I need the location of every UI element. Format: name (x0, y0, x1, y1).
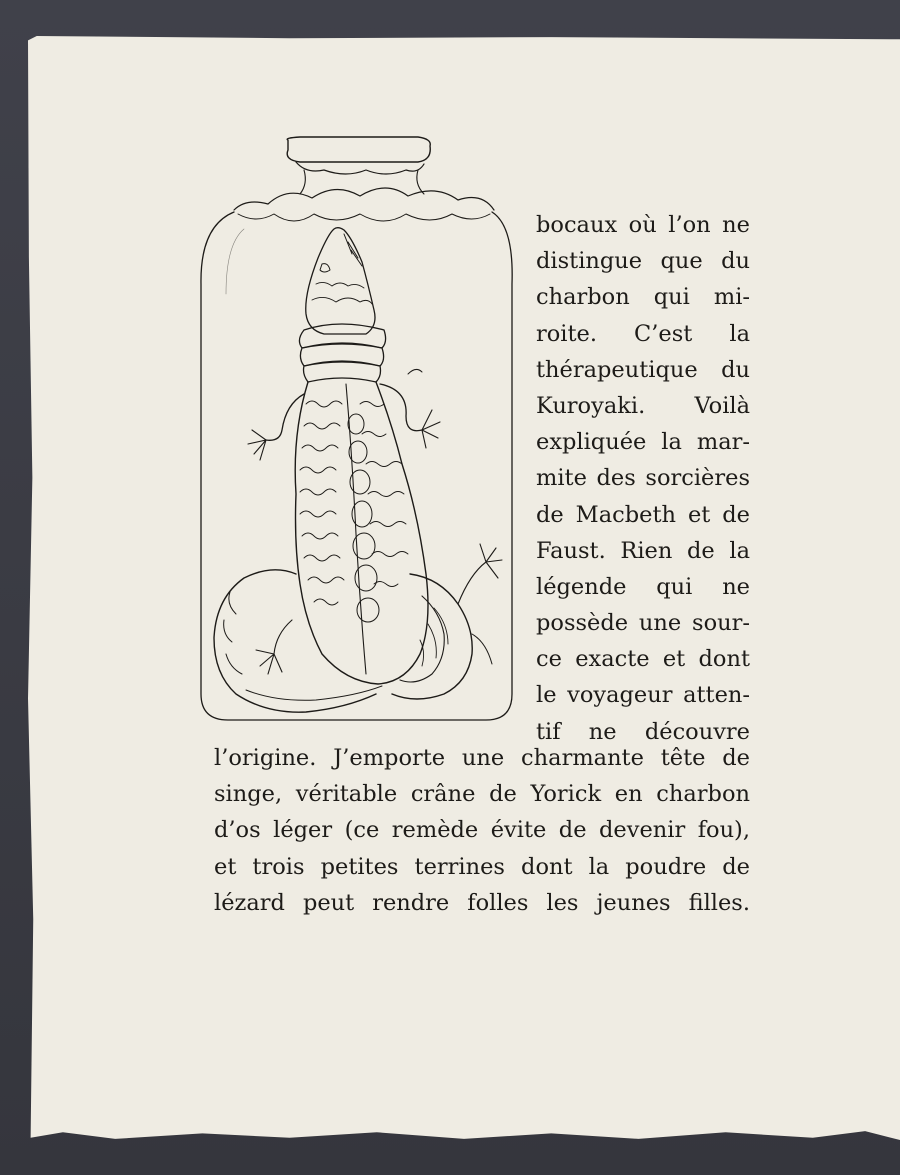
text-line: tif ne découvre (536, 718, 750, 745)
text-line: ce exacte et dont (536, 646, 750, 673)
text-line: le voyageur atten- (536, 682, 750, 709)
text-line: possède une sour- (536, 610, 750, 637)
text-line: roite. C’est la (536, 320, 750, 347)
text-line: distingue que du (536, 248, 750, 275)
text-line: d’os léger (ce remède évite de devenir fou), (214, 817, 750, 844)
text-line: lézard peut rendre folles les jeunes filles. (214, 889, 750, 916)
text-line: singe, véritable crâne de Yorick en charbon (214, 781, 750, 808)
text-line: bocaux où l’on ne (536, 212, 750, 238)
lizard-jar-illustration (196, 134, 518, 728)
text-line: charbon qui mi- (536, 284, 750, 311)
full-width-text (214, 740, 750, 921)
text-line: thérapeutique du (536, 356, 750, 383)
text-line: de Macbeth et de (536, 501, 750, 528)
text-line: légende qui ne (536, 573, 750, 600)
text-line: l’origine. J’emporte une charmante tête de (214, 745, 750, 771)
text-line: expliquée la mar- (536, 429, 750, 456)
text-line: Faust. Rien de la (536, 537, 750, 564)
right-column-text (536, 207, 750, 750)
text-line: et trois petites terrines dont la poudre de (214, 853, 750, 880)
text-line: Kuroyaki. Voilà (536, 392, 750, 419)
text-line: mite des sorcières (536, 465, 750, 492)
